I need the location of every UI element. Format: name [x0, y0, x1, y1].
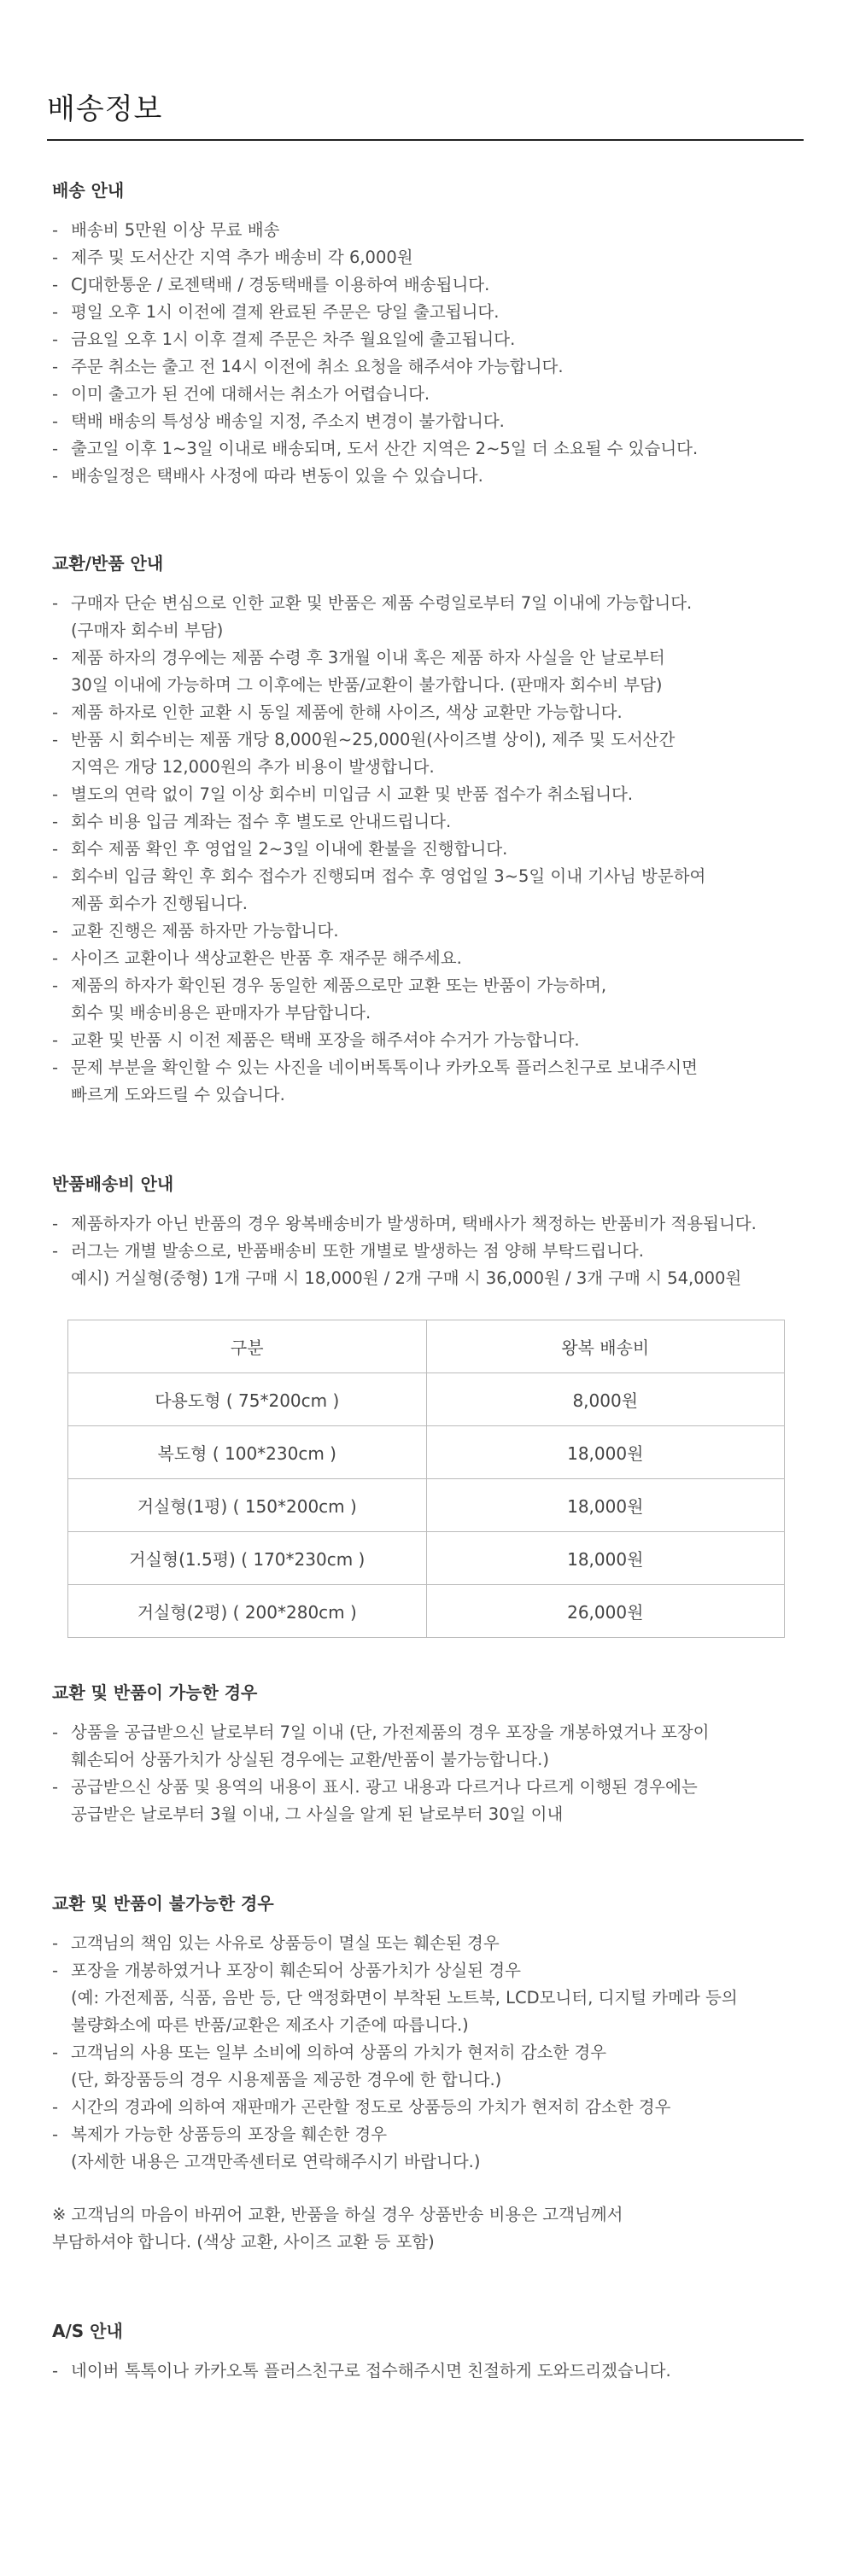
list-item: - CJ대한통운 / 로젠택배 / 경동택배를 이용하여 배송됩니다.	[52, 271, 807, 299]
list-item: - 평일 오후 1시 이전에 결제 완료된 주문은 당일 출고됩니다.	[52, 299, 807, 326]
page-title: 배송정보	[47, 85, 804, 141]
shipping-list	[52, 217, 807, 490]
list-item: - 주문 취소는 출고 전 14시 이전에 취소 요청을 해주셔야 가능합니다.	[52, 353, 807, 381]
exchange-section-title: 교환/반품 안내	[52, 553, 164, 574]
as-section	[52, 2317, 807, 2385]
list-item: - 회수 비용 입금 계좌는 접수 후 별도로 안내드립니다.	[52, 808, 807, 836]
shipping-info-page	[0, 85, 854, 2385]
table-cell-fee: 8,000원	[426, 1373, 785, 1426]
list-item: - 택배 배송의 특성상 배송일 지정, 주소지 변경이 불가합니다.	[52, 408, 807, 435]
exchange-section	[52, 550, 807, 1109]
list-item: - 제품 하자로 인한 교환 시 동일 제품에 한해 사이즈, 색상 교환만 가능합니다.	[52, 699, 807, 726]
return-fee-table	[67, 1320, 785, 1638]
table-row	[68, 1585, 785, 1638]
list-item: - 러그는 개별 발송으로, 반품배송비 또한 개별로 발생하는 점 양해 부탁드립니다.	[52, 1238, 807, 1265]
list-item: - 반품 시 회수비는 제품 개당 8,000원~25,000원(사이즈별 상이), 제주 및 도서산간 지역은 개당 12,000원의 추가 비용이 발생합니다.	[52, 726, 807, 781]
table-cell-fee: 18,000원	[426, 1532, 785, 1585]
list-item: - 구매자 단순 변심으로 인한 교환 및 반품은 제품 수령일로부터 7일 이내에 가능합니다. (구매자 회수비 부담)	[52, 590, 807, 644]
table-cell-fee: 26,000원	[426, 1585, 785, 1638]
possible-section	[52, 1679, 807, 1828]
table-cell-size: 거실형(1평) ( 150*200cm )	[68, 1479, 427, 1532]
list-item: - 제품하자가 아닌 반품의 경우 왕복배송비가 발생하며, 택배사가 책정하는 반품비가 적용됩니다.	[52, 1210, 807, 1238]
possible-section-title: 교환 및 반품이 가능한 경우	[52, 1682, 258, 1703]
list-item: - 별도의 연락 없이 7일 이상 회수비 미입금 시 교환 및 반품 접수가 취소됩니다.	[52, 781, 807, 808]
list-item: - 회수비 입금 확인 후 회수 접수가 진행되며 접수 후 영업일 3~5일 이내 기사님 방문하여 제품 회수가 진행됩니다.	[52, 863, 807, 918]
list-item: - 제품 하자의 경우에는 제품 수령 후 3개월 이내 혹은 제품 하자 사실을 안 날로부터 30일 이내에 가능하며 그 이후에는 반품/교환이 불가합니다. (판매자 회수비 부담)	[52, 644, 807, 699]
return-fee-section	[52, 1170, 807, 1638]
table-header-fee: 왕복 배송비	[426, 1320, 785, 1373]
list-item: - 고객님의 사용 또는 일부 소비에 의하여 상품의 가치가 현저히 감소한 경우 (단, 화장품등의 경우 시용제품을 제공한 경우에 한 합니다.)	[52, 2039, 807, 2094]
table-cell-fee: 18,000원	[426, 1479, 785, 1532]
table-cell-size: 복도형 ( 100*230cm )	[68, 1426, 427, 1479]
table-cell-size: 다용도형 ( 75*200cm )	[68, 1373, 427, 1426]
list-item: - 복제가 가능한 상품등의 포장을 훼손한 경우 (자세한 내용은 고객만족센터로 연락해주시기 바랍니다.)	[52, 2121, 807, 2176]
table-cell-size: 거실형(1.5평) ( 170*230cm )	[68, 1532, 427, 1585]
list-item: - 배송비 5만원 이상 무료 배송	[52, 217, 807, 244]
table-header-row	[68, 1320, 785, 1373]
list-item: - 출고일 이후 1~3일 이내로 배송되며, 도서 산간 지역은 2~5일 더 소요될 수 있습니다.	[52, 435, 807, 463]
return-fee-section-title: 반품배송비 안내	[52, 1174, 174, 1194]
list-item: - 고객님의 책임 있는 사유로 상품등이 멸실 또는 훼손된 경우	[52, 1930, 807, 1957]
list-item: - 교환 진행은 제품 하자만 가능합니다.	[52, 918, 807, 945]
list-item: - 공급받으신 상품 및 용역의 내용이 표시. 광고 내용과 다르거나 다르게 이행된 경우에는 공급받은 날로부터 3월 이내, 그 사실을 알게 된 날로부터 30일 이내	[52, 1774, 807, 1828]
list-item: - 사이즈 교환이나 색상교환은 반품 후 재주문 해주세요.	[52, 945, 807, 972]
list-item: - 금요일 오후 1시 이후 결제 주문은 차주 월요일에 출고됩니다.	[52, 326, 807, 353]
list-item: - 포장을 개봉하였거나 포장이 훼손되어 상품가치가 상실된 경우 (예: 가전제품, 식품, 음반 등, 단 액정화면이 부착된 노트북, LCD모니터, 디지털 카메라 등의 불량화소에 따른 반품/교환은 제조사 기준에 따릅니다.)	[52, 1957, 807, 2039]
table-row	[68, 1373, 785, 1426]
list-item: - 상품을 공급받으신 날로부터 7일 이내 (단, 가전제품의 경우 포장을 개봉하였거나 포장이 훼손되어 상품가치가 상실된 경우에는 교환/반품이 불가능합니다.)	[52, 1719, 807, 1774]
exchange-list	[52, 590, 807, 1109]
table-row	[68, 1426, 785, 1479]
as-list	[52, 2357, 807, 2385]
table-header-category: 구분	[68, 1320, 427, 1373]
table-cell-size: 거실형(2평) ( 200*280cm )	[68, 1585, 427, 1638]
possible-list	[52, 1719, 807, 1828]
list-item: - 회수 제품 확인 후 영업일 2~3일 이내에 환불을 진행합니다.	[52, 836, 807, 863]
shipping-section	[52, 177, 807, 490]
shipping-section-title: 배송 안내	[52, 180, 125, 201]
return-fee-example: 예시) 거실형(중형) 1개 구매 시 18,000원 / 2개 구매 시 36,000원 / 3개 구매 시 54,000원	[71, 1268, 742, 1288]
impossible-list	[52, 1930, 807, 2176]
customer-cost-note: ※ 고객님의 마음이 바뀌어 교환, 반품을 하실 경우 상품반송 비용은 고객님께서 부담하셔야 합니다. (색상 교환, 사이즈 교환 등 포함)	[52, 2205, 623, 2252]
table-cell-fee: 18,000원	[426, 1426, 785, 1479]
as-section-title: A/S 안내	[52, 2321, 123, 2341]
impossible-section-title: 교환 및 반품이 불가능한 경우	[52, 1893, 274, 1914]
table-row	[68, 1479, 785, 1532]
list-item: - 이미 출고가 된 건에 대해서는 취소가 어렵습니다.	[52, 381, 807, 408]
list-item: - 네이버 톡톡이나 카카오톡 플러스친구로 접수해주시면 친절하게 도와드리겠습니다.	[52, 2357, 807, 2385]
list-item: - 교환 및 반품 시 이전 제품은 택배 포장을 해주셔야 수거가 가능합니다.	[52, 1027, 807, 1054]
list-item: - 제주 및 도서산간 지역 추가 배송비 각 6,000원	[52, 244, 807, 271]
table-row	[68, 1532, 785, 1585]
list-item: - 제품의 하자가 확인된 경우 동일한 제품으로만 교환 또는 반품이 가능하며, 회수 및 배송비용은 판매자가 부담합니다.	[52, 972, 807, 1027]
list-item: - 시간의 경과에 의하여 재판매가 곤란할 정도로 상품등의 가치가 현저히 감소한 경우	[52, 2094, 807, 2121]
list-item: - 문제 부분을 확인할 수 있는 사진을 네이버톡톡이나 카카오톡 플러스친구로 보내주시면 빠르게 도와드릴 수 있습니다.	[52, 1054, 807, 1109]
return-fee-list	[52, 1210, 807, 1265]
impossible-section	[52, 1890, 807, 2256]
list-item: - 배송일정은 택배사 사정에 따라 변동이 있을 수 있습니다.	[52, 463, 807, 490]
